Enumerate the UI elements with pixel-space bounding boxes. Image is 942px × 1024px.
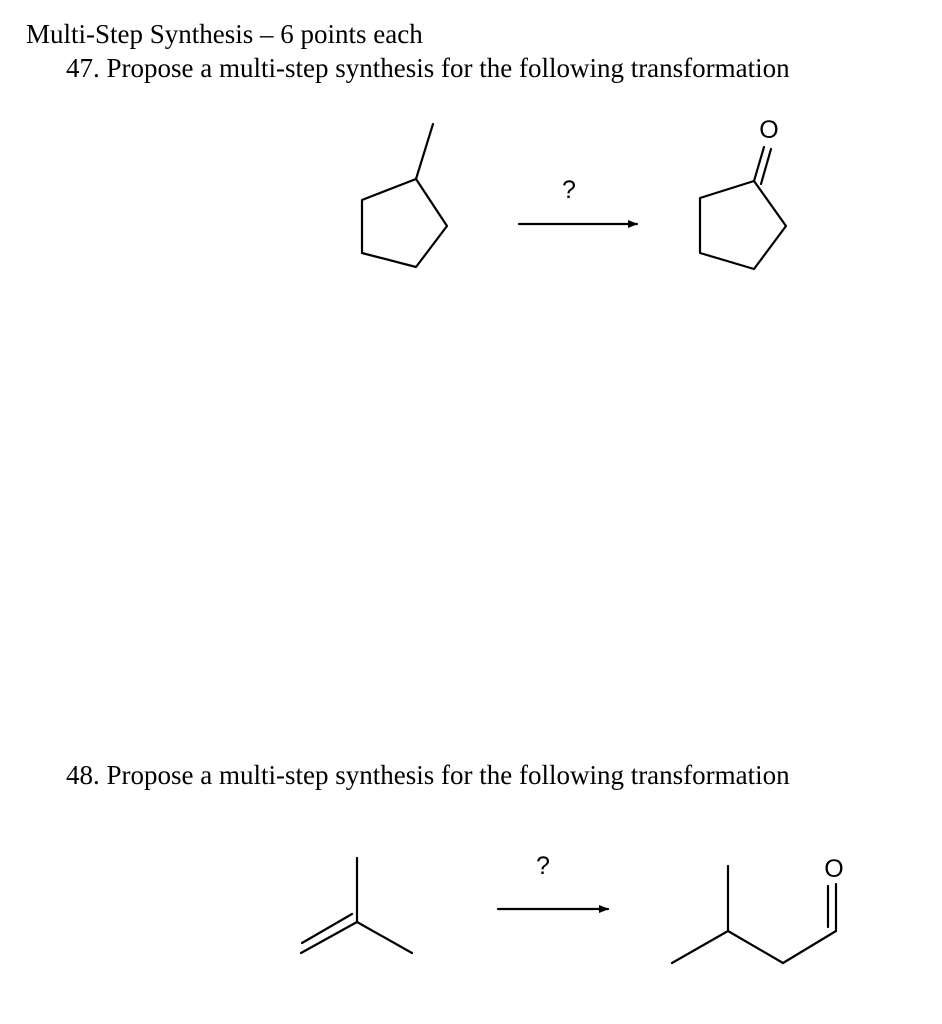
q47-product-cyclopentanecarbaldehyde [700, 116, 786, 269]
oxygen-atom-label: O [759, 116, 779, 144]
q47-starting-material-methylcyclopentane [362, 124, 447, 267]
question-47-prompt: 47. Propose a multi-step synthesis for the following transformation [66, 53, 790, 83]
section-title: Multi-Step Synthesis – 6 points each [26, 19, 423, 49]
q48-product-3-methylbutanal [672, 855, 844, 963]
cyclopentane-ring [362, 179, 447, 267]
chain-bond-1 [728, 931, 783, 963]
q48-reaction-arrow [498, 852, 608, 909]
q48-reagent-question-mark: ? [536, 852, 550, 880]
methyl-bond-left [672, 931, 728, 963]
question-48-prompt: 48. Propose a multi-step synthesis for the following transformation [66, 760, 790, 790]
q48-starting-material-2-methylpropene [301, 858, 412, 953]
q47-reaction-arrow [519, 176, 637, 224]
chain-bond-2 [783, 931, 836, 963]
methyl-bond-right [357, 922, 412, 953]
cyclopentane-ring [700, 181, 786, 269]
oxygen-atom-label: O [824, 855, 844, 883]
methyl-bond [416, 124, 433, 179]
q47-reagent-question-mark: ? [562, 176, 576, 204]
